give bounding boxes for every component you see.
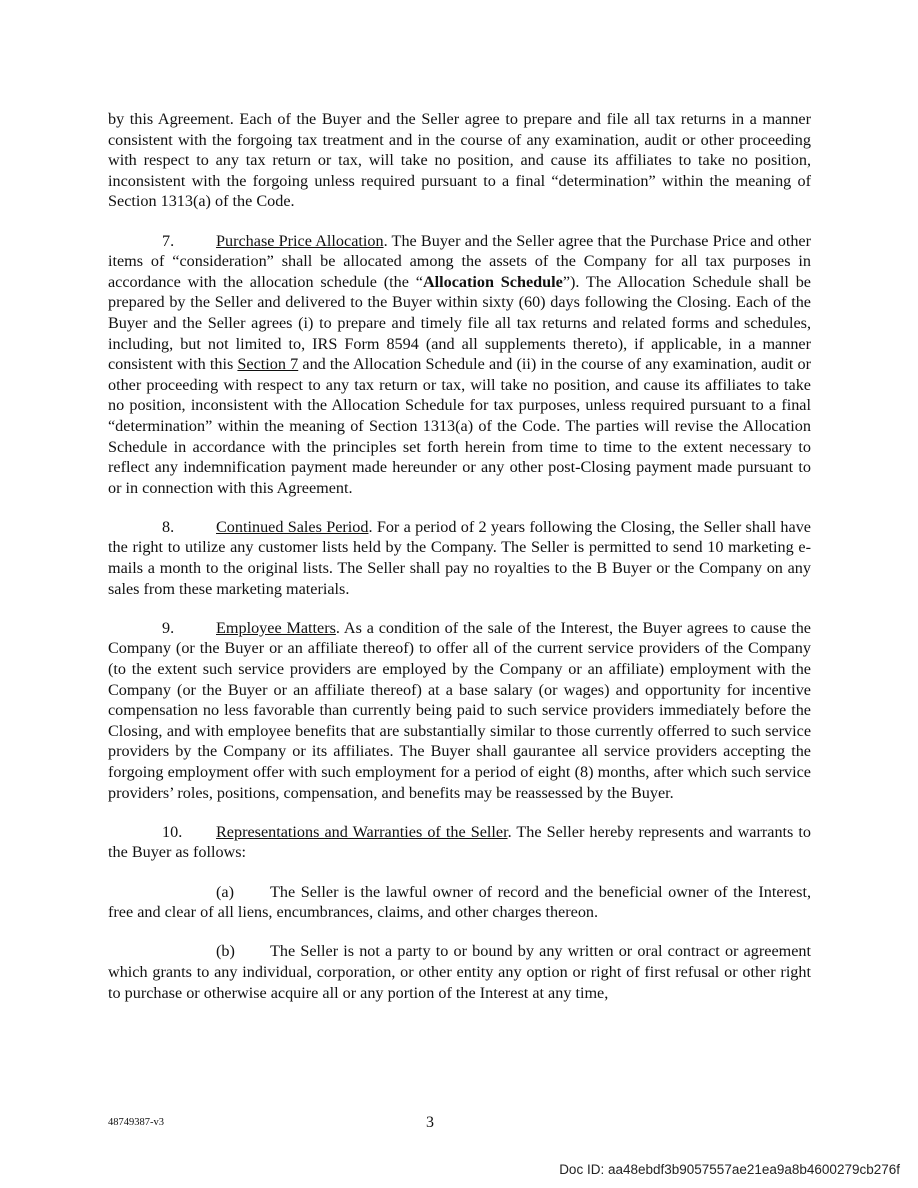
section-9-paragraph <box>108 618 811 803</box>
section-7-heading: Purchase Price Allocation <box>216 231 384 250</box>
allocation-schedule-term: Allocation Schedule <box>422 272 563 291</box>
section-8-paragraph <box>108 517 811 599</box>
section-10-number: 10. <box>162 822 183 841</box>
page-number: 3 <box>426 1114 434 1131</box>
section-8-number: 8. <box>162 517 175 536</box>
section-7-reference: Section 7 <box>237 355 299 374</box>
subsection-a-paragraph <box>108 882 811 923</box>
section-9-heading: Employee Matters <box>216 618 336 637</box>
section-7-text-3: and the Allocation Schedule and (ii) in the course of any examination, audit or other proceeding with respect to any tax return or tax, will take no position, and cause its affiliates to take no position, inconsistent with the Allocation Schedule for tax purposes, unless required pursuant to a final “determination” within the meaning of Section 1313(a) of the Code. The parties will revise the Allocation Schedule in accordance with the principles set forth herein from time to time to the extent necessary to reflect any indemnification payment made hereunder or any other post-Closing payment made pursuant to or in connection with this Agreement. <box>108 355 811 497</box>
subsection-a-text: The Seller is the lawful owner of record and the beneficial owner of the Interest, free and clear of all liens, encumbrances, claims, and other charges thereon. <box>108 882 811 922</box>
section-8-text: . For a period of 2 years following the Closing, the Seller shall have the right to utilize any customer lists held by the Company. The Seller is permitted to send 10 marketing e-mails a month to the original lists. The Seller shall pay no royalties to the B Buyer or the Company on any sales from these marketing materials. <box>108 517 811 598</box>
document-body <box>108 109 811 1022</box>
section-7-paragraph <box>108 231 811 499</box>
subsection-b-paragraph <box>108 941 811 1003</box>
subsection-b-label: (b) <box>216 942 235 961</box>
section-9-text: . As a condition of the sale of the Interest, the Buyer agrees to cause the Company (or the Buyer or an affiliate thereof) to offer all of the current service providers of the Company (to the extent such service providers are employed by the Company or an affiliate) employment with the Company (or the Buyer or an affiliate thereof) at a base salary (or wages) and opportunity for incentive compensation no less favorable than currently being paid to such service providers immediately before the Closing, and with employee benefits that are substantially similar to those currently offerred to such service providers by the Company or its affiliates. The Buyer shall gaurantee all service providers accepting the forgoing employment offer with such employment for a period of eight (8) months, after which such service providers’ roles, positions, compensation, and benefits may be reassessed by the Buyer. <box>108 618 811 802</box>
section-7-number: 7. <box>162 231 175 250</box>
intro-paragraph: by this Agreement. Each of the Buyer and the Seller agree to prepare and file all tax returns in a manner consistent with the forgoing tax treatment and in the course of any examination, audit or other proceeding with respect to any tax return or tax, will take no position, and cause its affiliates to take no position, inconsistent with the forgoing unless required pursuant to a final “determination” within the meaning of Section 1313(a) of the Code. <box>108 110 811 211</box>
subsection-b-text: The Seller is not a party to or bound by any written or oral contract or agreement which grants to any individual, corporation, or other entity any option or right of first refusal or other right to purchase or otherwise acquire all or any portion of the Interest at any time, <box>108 942 811 1002</box>
section-10-heading: Representations and Warranties of the Seller <box>216 822 508 841</box>
section-10-text: . The Seller hereby represents and warrants to the Buyer as follows: <box>108 822 811 862</box>
section-8-heading: Continued Sales Period <box>216 517 369 536</box>
section-7-text-2: ”). The Allocation Schedule shall be prepared by the Seller and delivered to the Buyer within sixty (60) days following the Closing. Each of the Buyer and the Seller agrees (i) to prepare and timely file all tax returns and related forms and schedules, including, but not limited to, IRS Form 8594 (and all supplements thereto), if applicable, in a manner consistent with this <box>108 272 811 374</box>
document-number: 48749387-v3 <box>108 1117 164 1128</box>
section-9-number: 9. <box>162 618 175 637</box>
section-7-text-1: . The Buyer and the Seller agree that the Purchase Price and other items of “consideration” shall be allocated among the assets of the Company for all tax purposes in accordance with the allocation schedule (the “ <box>108 231 811 291</box>
subsection-a-label: (a) <box>216 882 234 901</box>
section-10-paragraph <box>108 822 811 863</box>
doc-id-stamp: Doc ID: aa48ebdf3b9057557ae21ea9a8b4600279cb276f <box>559 1162 900 1177</box>
